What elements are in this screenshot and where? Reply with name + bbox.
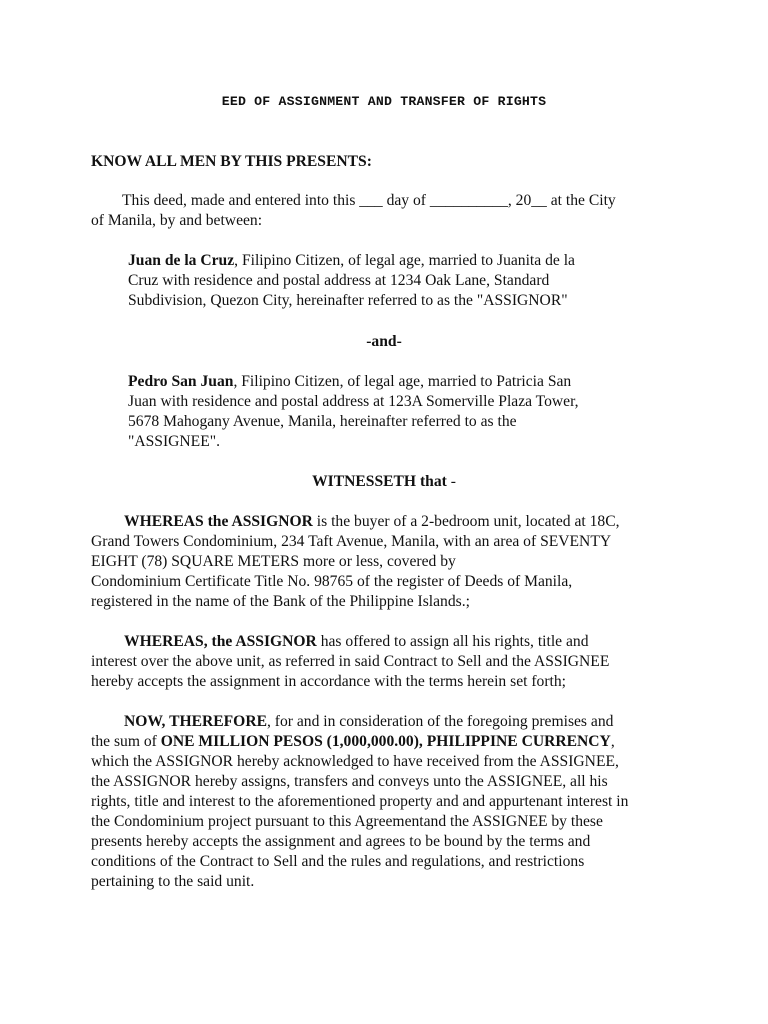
whereas-clause-1: WHEREAS the ASSIGNOR is the buyer of a 2-bedroom unit, located at 18C, Grand Towers Condominium, 234 Taft Avenue, Manila, with an area of SEVENTY EIGHT (78) SQUARE METERS more or less, covered by Condominium Certificate Title No. 98765 of the register of Deeds of Manila, registered in the name of the Bank of the Philippine Islands.; (91, 513, 620, 610)
and-separator: -and- (366, 333, 402, 350)
whereas-clause-2: WHEREAS, the ASSIGNOR has offered to assign all his rights, title and interest over the above unit, as referred in said Contract to Sell and the ASSIGNEE hereby accepts the assignment in accordance with the terms herein set forth; (91, 633, 610, 690)
consideration-amount: ONE MILLION PESOS (1,000,000.00), PHILIPPINE CURRENCY (160, 733, 611, 750)
intro-line-2: of Manila, by and between: (91, 212, 263, 229)
document-title: EED OF ASSIGNMENT AND TRANSFER OF RIGHTS (221, 94, 547, 109)
now-therefore-clause: NOW, THEREFORE, for and in consideration of the foregoing premises and the sum of ONE MILLION PESOS (1,000,000.00), PHILIPPINE CURRENCY, which the ASSIGNOR hereby acknowledged to have received from the ASSIGNEE, the ASSIGNOR hereby assigns, transfers and conveys unto the ASSIGNEE, all his rights, title and interest to the aforementioned property and and appurtenant interest in the Condominium project pursuant to this Agreementand the ASSIGNEE by these presents hereby accepts the assignment and agrees to be bound by the terms and conditions of the Contract to Sell and the rules and regulations, and restrictions pertaining to the said unit. (91, 713, 629, 890)
witnesseth-heading: WITNESSETH that - (312, 473, 456, 490)
assignor-party-paragraph: Juan de la Cruz, Filipino Citizen, of legal age, married to Juanita de la Cruz with residence and postal address at 1234 Oak Lane, Standard Subdivision, Quezon City, hereinafter referred to as the "ASSIGNOR" (128, 252, 575, 309)
assignee-name: Pedro San Juan (128, 373, 234, 390)
intro-line-1: This deed, made and entered into this ___ day of __________, 20__ at the City (122, 192, 616, 209)
assignee-party-paragraph: Pedro San Juan, Filipino Citizen, of legal age, married to Patricia San Juan with residence and postal address at 123A Somerville Plaza Tower, 5678 Mahogany Avenue, Manila, hereinafter referred to as the "ASSIGNEE". (128, 373, 579, 450)
document-heading: KNOW ALL MEN BY THIS PRESENTS: (91, 153, 372, 170)
assignor-name: Juan de la Cruz (128, 252, 235, 269)
intro-paragraph (91, 191, 681, 231)
